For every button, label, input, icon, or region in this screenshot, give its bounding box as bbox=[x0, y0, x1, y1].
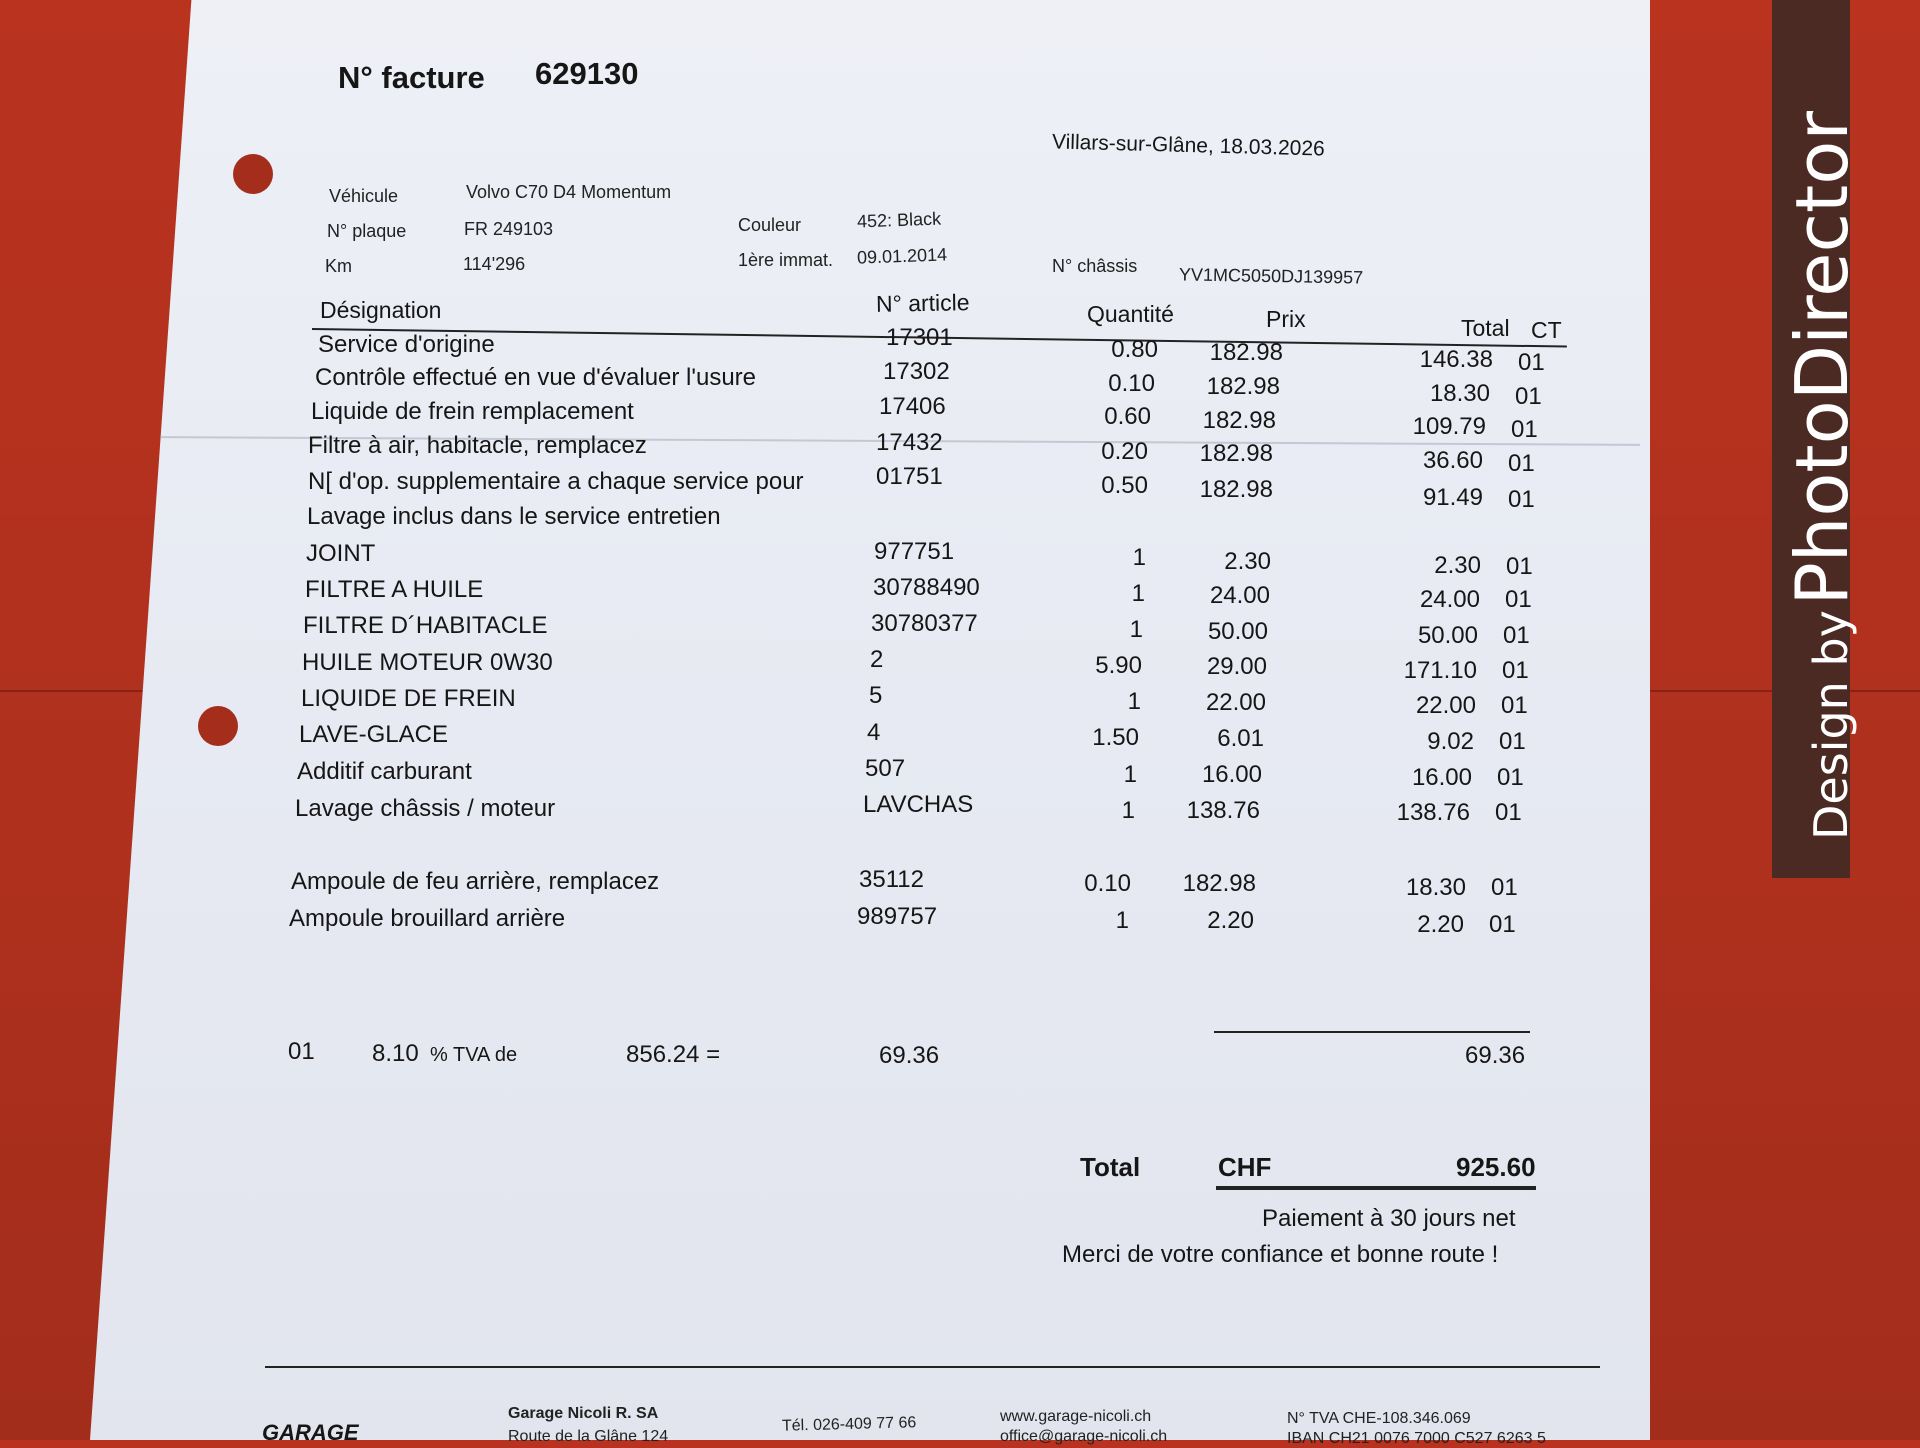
line-total: 50.00 bbox=[1417, 622, 1478, 649]
line-total: 18.30 bbox=[1429, 380, 1490, 407]
company-email: office@garage-nicoli.ch bbox=[1000, 1428, 1168, 1445]
line-total: 138.76 bbox=[1396, 799, 1470, 826]
watermark-text bbox=[1780, 111, 1864, 840]
line-article: LAVCHAS bbox=[863, 791, 974, 818]
km-label: Km bbox=[325, 256, 352, 276]
line-qty: 1 bbox=[1123, 761, 1137, 788]
line-ct: 01 bbox=[1508, 486, 1535, 513]
line-desc: FILTRE A HUILE bbox=[305, 576, 484, 603]
line-prix: 182.98 bbox=[1182, 870, 1256, 897]
line-desc: HUILE MOTEUR 0W30 bbox=[302, 649, 553, 676]
line-prix: 182.98 bbox=[1202, 407, 1276, 434]
total-amount: 925.60 bbox=[1456, 1152, 1536, 1182]
couleur-value: 452: Black bbox=[856, 208, 942, 232]
total-currency: CHF bbox=[1218, 1152, 1272, 1182]
line-ct: 01 bbox=[1506, 553, 1533, 580]
watermark-prefix: Design by bbox=[1804, 610, 1858, 840]
invoice-number: 629130 bbox=[535, 56, 639, 91]
invoice-number-label: N° facture bbox=[338, 60, 485, 95]
line-prix: 138.76 bbox=[1186, 797, 1260, 824]
line-qty: 1 bbox=[1132, 544, 1146, 571]
col-designation: Désignation bbox=[320, 297, 442, 323]
tva-base: 856.24 = bbox=[626, 1041, 721, 1068]
line-qty: 1 bbox=[1131, 580, 1145, 607]
line-total: 16.00 bbox=[1411, 764, 1472, 791]
line-total: 2.20 bbox=[1417, 911, 1464, 938]
line-total: 91.49 bbox=[1422, 484, 1483, 511]
line-qty: 0.50 bbox=[1101, 472, 1148, 499]
total-underline bbox=[1216, 1186, 1536, 1190]
line-article: 17406 bbox=[879, 393, 946, 420]
line-qty: 1 bbox=[1121, 797, 1135, 824]
line-desc: Lavage châssis / moteur bbox=[295, 795, 556, 822]
line-ct: 01 bbox=[1518, 349, 1545, 376]
line-article: 30788490 bbox=[873, 574, 980, 601]
line-desc: N[ d'op. supplementaire a chaque service pour bbox=[308, 468, 804, 495]
watermark-brand: PhotoDirector bbox=[1780, 111, 1864, 606]
company-iban: IBAN CH21 0076 7000 C527 6263 5 bbox=[1287, 1430, 1546, 1447]
line-ct: 01 bbox=[1497, 764, 1524, 791]
line-qty: 5.90 bbox=[1095, 652, 1142, 679]
plaque-label: N° plaque bbox=[327, 221, 407, 241]
line-qty: 0.80 bbox=[1111, 336, 1158, 363]
line-prix: 182.98 bbox=[1199, 476, 1273, 503]
line-prix: 6.01 bbox=[1217, 725, 1264, 752]
line-ct: 01 bbox=[1503, 622, 1530, 649]
line-article: 989757 bbox=[857, 903, 938, 930]
vehicule-value: Volvo C70 D4 Momentum bbox=[466, 182, 672, 202]
line-qty: 1 bbox=[1127, 688, 1141, 715]
total-label: Total bbox=[1080, 1152, 1141, 1182]
col-ct: CT bbox=[1531, 317, 1562, 343]
line-ct: 01 bbox=[1495, 799, 1522, 826]
line-prix: 182.98 bbox=[1206, 373, 1280, 400]
line-ct: 01 bbox=[1499, 728, 1526, 755]
line-article: 17302 bbox=[883, 358, 950, 385]
couleur-label: Couleur bbox=[738, 215, 802, 235]
line-qty: 0.60 bbox=[1104, 403, 1151, 430]
thanks-message: Merci de votre confiance et bonne route ! bbox=[1062, 1241, 1499, 1268]
line-ct: 01 bbox=[1505, 586, 1532, 613]
line-ct: 01 bbox=[1491, 874, 1518, 901]
line-prix: 182.98 bbox=[1209, 339, 1283, 366]
chassis-value: YV1MC5050DJ139957 bbox=[1178, 264, 1364, 288]
line-ct: 01 bbox=[1489, 911, 1516, 938]
line-article: 35112 bbox=[859, 866, 924, 893]
line-article: 5 bbox=[869, 682, 883, 709]
line-desc: Additif carburant bbox=[297, 758, 472, 785]
company-phone: Tél. 026-409 77 66 bbox=[781, 1414, 917, 1435]
line-prix: 2.20 bbox=[1207, 907, 1254, 934]
line-total: 24.00 bbox=[1419, 586, 1480, 613]
line-article: 977751 bbox=[874, 538, 955, 565]
line-total: 9.02 bbox=[1427, 728, 1474, 755]
line-total: 18.30 bbox=[1405, 874, 1466, 901]
line-ct: 01 bbox=[1508, 450, 1535, 477]
line-prix: 50.00 bbox=[1207, 618, 1268, 645]
tva-total-amount: 69.36 bbox=[1465, 1042, 1526, 1069]
line-desc: LIQUIDE DE FREIN bbox=[301, 685, 516, 712]
line-desc: Contrôle effectué en vue d'évaluer l'usure bbox=[315, 364, 756, 391]
line-prix: 22.00 bbox=[1205, 689, 1266, 716]
col-total: Total bbox=[1461, 315, 1510, 341]
line-qty: 1 bbox=[1115, 907, 1129, 934]
vehicule-label: Véhicule bbox=[329, 186, 399, 206]
line-desc: Lavage inclus dans le service entretien bbox=[307, 503, 721, 530]
line-prix: 2.30 bbox=[1224, 548, 1271, 575]
line-desc: JOINT bbox=[306, 540, 376, 567]
immat-label: 1ère immat. bbox=[738, 250, 834, 270]
payment-terms: Paiement à 30 jours net bbox=[1262, 1205, 1516, 1232]
line-qty: 1 bbox=[1129, 616, 1143, 643]
line-ct: 01 bbox=[1511, 416, 1538, 443]
line-desc: Ampoule brouillard arrière bbox=[289, 905, 566, 932]
line-article: 30780377 bbox=[871, 610, 978, 637]
line-prix: 182.98 bbox=[1199, 440, 1273, 467]
line-article: 2 bbox=[870, 646, 884, 673]
company-tva-number: N° TVA CHE-108.346.069 bbox=[1287, 1410, 1471, 1427]
place-date: Villars-sur-Glâne, 18.03.2026 bbox=[1051, 130, 1326, 161]
line-total: 109.79 bbox=[1412, 413, 1486, 440]
line-article: 17432 bbox=[876, 429, 943, 456]
line-prix: 24.00 bbox=[1209, 582, 1270, 609]
line-prix: 16.00 bbox=[1201, 761, 1262, 788]
tva-rate-label: % TVA de bbox=[430, 1044, 518, 1066]
footer-rule bbox=[265, 1366, 1600, 1368]
line-total: 171.10 bbox=[1403, 657, 1477, 684]
line-total: 146.38 bbox=[1419, 346, 1493, 373]
line-desc: Ampoule de feu arrière, remplacez bbox=[291, 868, 660, 895]
line-qty: 0.10 bbox=[1084, 870, 1131, 897]
line-desc: Service d'origine bbox=[318, 331, 495, 358]
line-article: 17301 bbox=[886, 324, 953, 351]
line-prix: 29.00 bbox=[1206, 653, 1267, 680]
line-ct: 01 bbox=[1502, 657, 1529, 684]
company-logo: GARAGE bbox=[262, 1420, 359, 1445]
line-qty: 1.50 bbox=[1092, 724, 1139, 751]
immat-value: 09.01.2014 bbox=[856, 244, 948, 268]
line-qty: 0.10 bbox=[1108, 370, 1155, 397]
line-desc: LAVE-GLACE bbox=[299, 721, 448, 748]
plaque-value: FR 249103 bbox=[464, 219, 554, 239]
line-desc: FILTRE D´HABITACLE bbox=[303, 612, 548, 639]
chassis-label: N° châssis bbox=[1052, 256, 1138, 276]
line-desc: Filtre à air, habitacle, remplacez bbox=[308, 432, 647, 459]
line-ct: 01 bbox=[1501, 692, 1528, 719]
line-total: 2.30 bbox=[1434, 552, 1481, 579]
company-address: Route de la Glâne 124 bbox=[508, 1428, 669, 1445]
col-prix: Prix bbox=[1266, 306, 1306, 332]
km-value: 114'296 bbox=[463, 254, 526, 274]
line-total: 22.00 bbox=[1415, 692, 1476, 719]
tva-rule bbox=[1214, 1031, 1530, 1033]
col-quantite: Quantité bbox=[1087, 301, 1174, 327]
tva-code: 01 bbox=[288, 1038, 315, 1065]
line-article: 507 bbox=[865, 755, 906, 782]
line-ct: 01 bbox=[1515, 383, 1542, 410]
line-article: 01751 bbox=[876, 463, 943, 490]
col-article: N° article bbox=[875, 289, 970, 317]
tva-rate: 8.10 bbox=[372, 1040, 419, 1067]
line-total: 36.60 bbox=[1422, 447, 1483, 474]
line-desc: Liquide de frein remplacement bbox=[311, 398, 634, 425]
company-name: Garage Nicoli R. SA bbox=[508, 1405, 659, 1422]
line-article: 4 bbox=[867, 719, 881, 746]
company-web: www.garage-nicoli.ch bbox=[1000, 1408, 1152, 1425]
tva-amount: 69.36 bbox=[879, 1042, 940, 1069]
line-qty: 0.20 bbox=[1101, 438, 1148, 465]
